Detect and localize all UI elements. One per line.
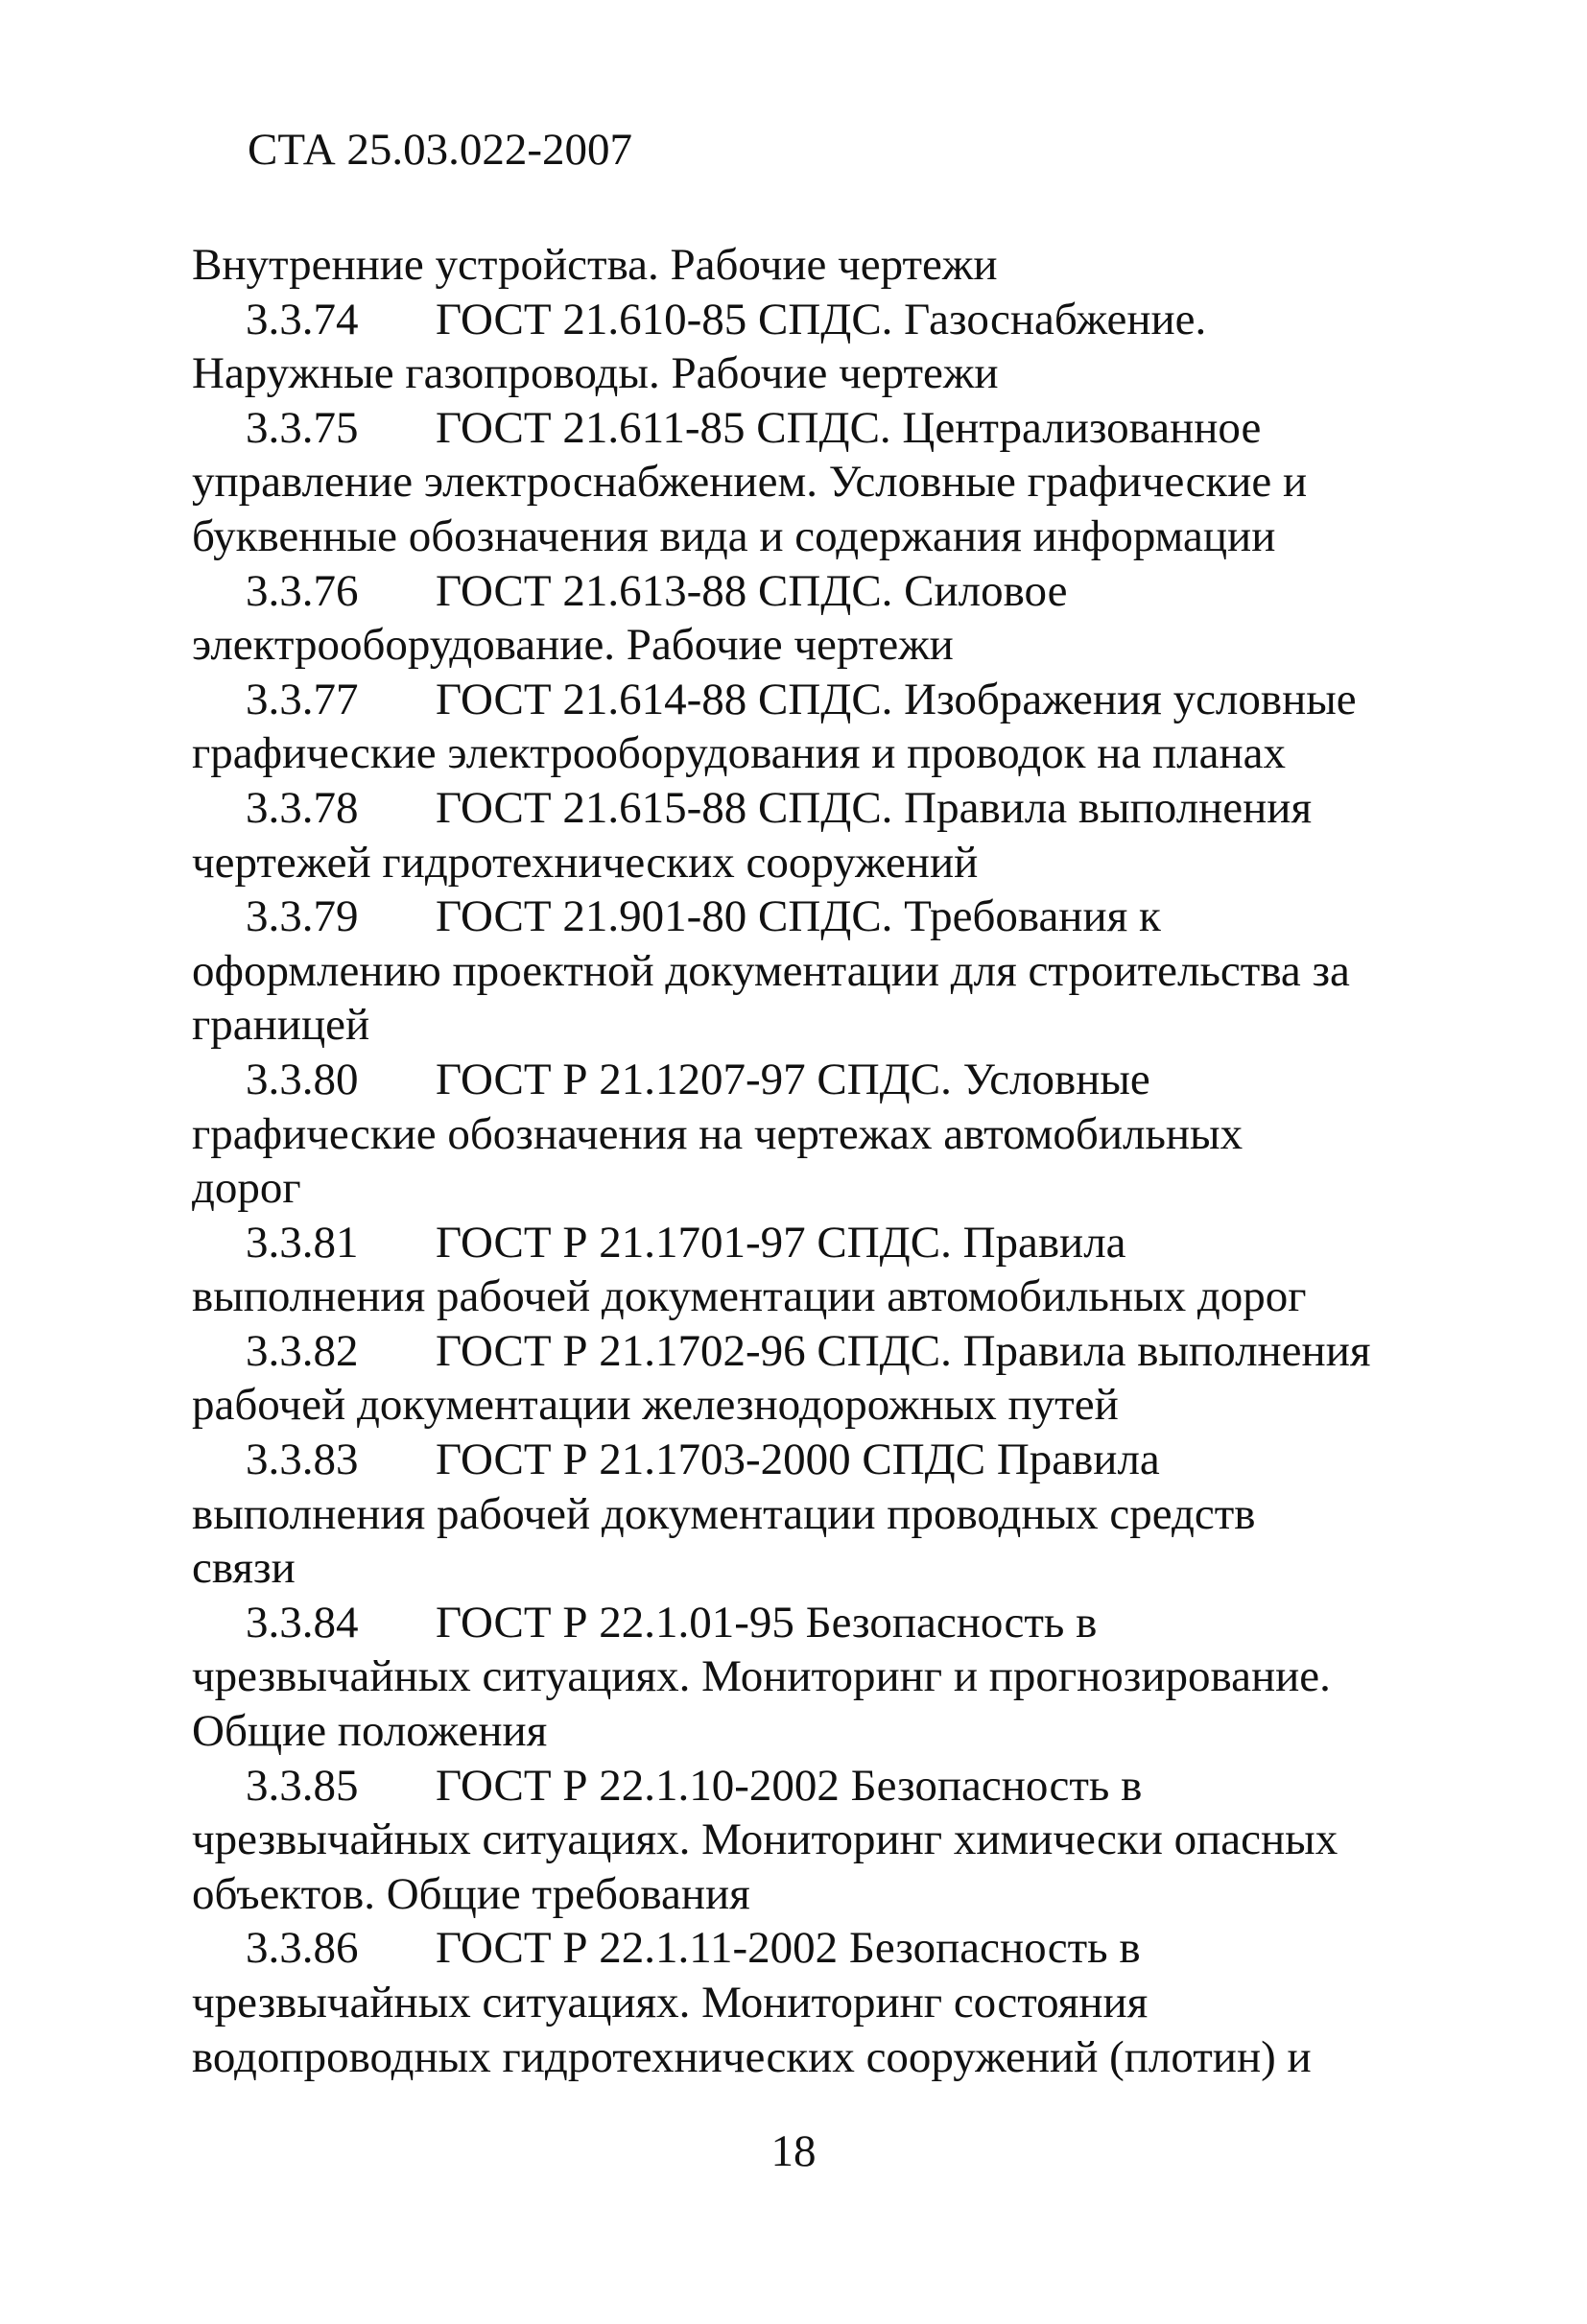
entry-continuation-line: выполнения рабочей документации автомобильных дорог: [192, 1271, 1307, 1322]
intro-line: Внутренние устройства. Рабочие чертежи: [192, 240, 998, 290]
entry-number: 3.3.80: [246, 1054, 359, 1104]
entry-number: 3.3.85: [246, 1760, 359, 1811]
entry-first-line: [192, 401, 1430, 456]
entry-continuation-line: электрооборудование. Рабочие чертежи: [192, 620, 954, 671]
entry-first-line: [192, 1921, 1430, 1976]
entry-number: 3.3.86: [246, 1923, 359, 1974]
entry-first-line: [192, 1433, 1430, 1487]
entry-title: ГОСТ 21.611-85 СПДС. Централизованное: [436, 402, 1262, 453]
entry-first-line: [192, 673, 1430, 727]
entry-first-line: [192, 293, 1430, 347]
entry-continuation-line: чертежей гидротехнических сооружений: [192, 837, 979, 888]
entry-continuation-line: чрезвычайных ситуациях. Мониторинг и прогнозирование.: [192, 1651, 1331, 1702]
entry-continuation-line: чрезвычайных ситуациях. Мониторинг химически опасных: [192, 1814, 1338, 1865]
entry-continuation-line: управление электроснабжением. Условные графические и: [192, 457, 1308, 508]
entry-title: ГОСТ Р 21.1702-96 СПДС. Правила выполнения: [436, 1325, 1371, 1376]
entry-first-line: [192, 1759, 1430, 1814]
entry-title: ГОСТ 21.615-88 СПДС. Правила выполнения: [436, 782, 1313, 833]
entry-number: 3.3.76: [246, 565, 359, 616]
entry-continuation-line: дорог: [192, 1163, 301, 1214]
entry-title: ГОСТ Р 22.1.11-2002 Безопасность в: [436, 1923, 1141, 1974]
entry-continuation-line: оформлению проектной документации для строительства за: [192, 945, 1350, 996]
entry-continuation-line: рабочей документации железнодорожных путей: [192, 1380, 1119, 1431]
entry-continuation-line: буквенные обозначения вида и содержания информации: [192, 510, 1276, 561]
entry-title: ГОСТ 21.613-88 СПДС. Силовое: [436, 565, 1068, 616]
entry-title: ГОСТ Р 21.1701-97 СПДС. Правила: [436, 1217, 1126, 1268]
entry-first-line: [192, 564, 1430, 619]
entry-title: ГОСТ 21.610-85 СПДС. Газоснабжение.: [436, 294, 1207, 344]
entry-title: ГОСТ Р 22.1.10-2002 Безопасность в: [436, 1760, 1143, 1811]
document-body: [192, 238, 1430, 2084]
entry-title: ГОСТ Р 21.1703-2000 СПДС Правила: [436, 1435, 1160, 1485]
entry-number: 3.3.74: [246, 294, 359, 344]
entry-title: ГОСТ 21.901-80 СПДС. Требования к: [436, 891, 1161, 942]
entry-first-line: [192, 781, 1430, 836]
entry-continuation-line: водопроводных гидротехнических сооружений (плотин) и: [192, 2031, 1312, 2082]
entry-continuation-line: Наружные газопроводы. Рабочие чертежи: [192, 348, 999, 399]
entry-number: 3.3.82: [246, 1325, 359, 1376]
entry-continuation-line: границей: [192, 1000, 370, 1051]
page-number: 18: [770, 2126, 817, 2176]
entry-first-line: [192, 1053, 1430, 1107]
entry-title: ГОСТ Р 21.1207-97 СПДС. Условные: [436, 1054, 1150, 1104]
entry-continuation-line: графические электрооборудования и проводок на планах: [192, 728, 1287, 779]
entry-continuation-line: Общие положения: [192, 1706, 548, 1757]
entry-number: 3.3.77: [246, 674, 359, 724]
entry-number: 3.3.79: [246, 891, 359, 942]
entry-number: 3.3.78: [246, 782, 359, 833]
entry-number: 3.3.84: [246, 1597, 359, 1648]
entry-title: ГОСТ Р 22.1.01-95 Безопасность в: [436, 1597, 1098, 1648]
entry-number: 3.3.81: [246, 1217, 359, 1268]
entry-first-line: [192, 889, 1430, 944]
entry-number: 3.3.75: [246, 402, 359, 453]
entry-number: 3.3.83: [246, 1435, 359, 1485]
entry-continuation-line: объектов. Общие требования: [192, 1868, 750, 1919]
entry-continuation-line: связи: [192, 1543, 296, 1594]
entry-first-line: [192, 1324, 1430, 1379]
entry-first-line: [192, 1216, 1430, 1270]
entry-continuation-line: графические обозначения на чертежах автомобильных: [192, 1108, 1244, 1159]
entry-continuation-line: выполнения рабочей документации проводных средств: [192, 1488, 1256, 1539]
entry-first-line: [192, 1596, 1430, 1650]
entry-continuation-line: чрезвычайных ситуациях. Мониторинг состояния: [192, 1978, 1149, 2028]
document-code-header: СТА 25.03.022-2007: [248, 125, 633, 175]
entry-title: ГОСТ 21.614-88 СПДС. Изображения условные: [436, 674, 1357, 724]
